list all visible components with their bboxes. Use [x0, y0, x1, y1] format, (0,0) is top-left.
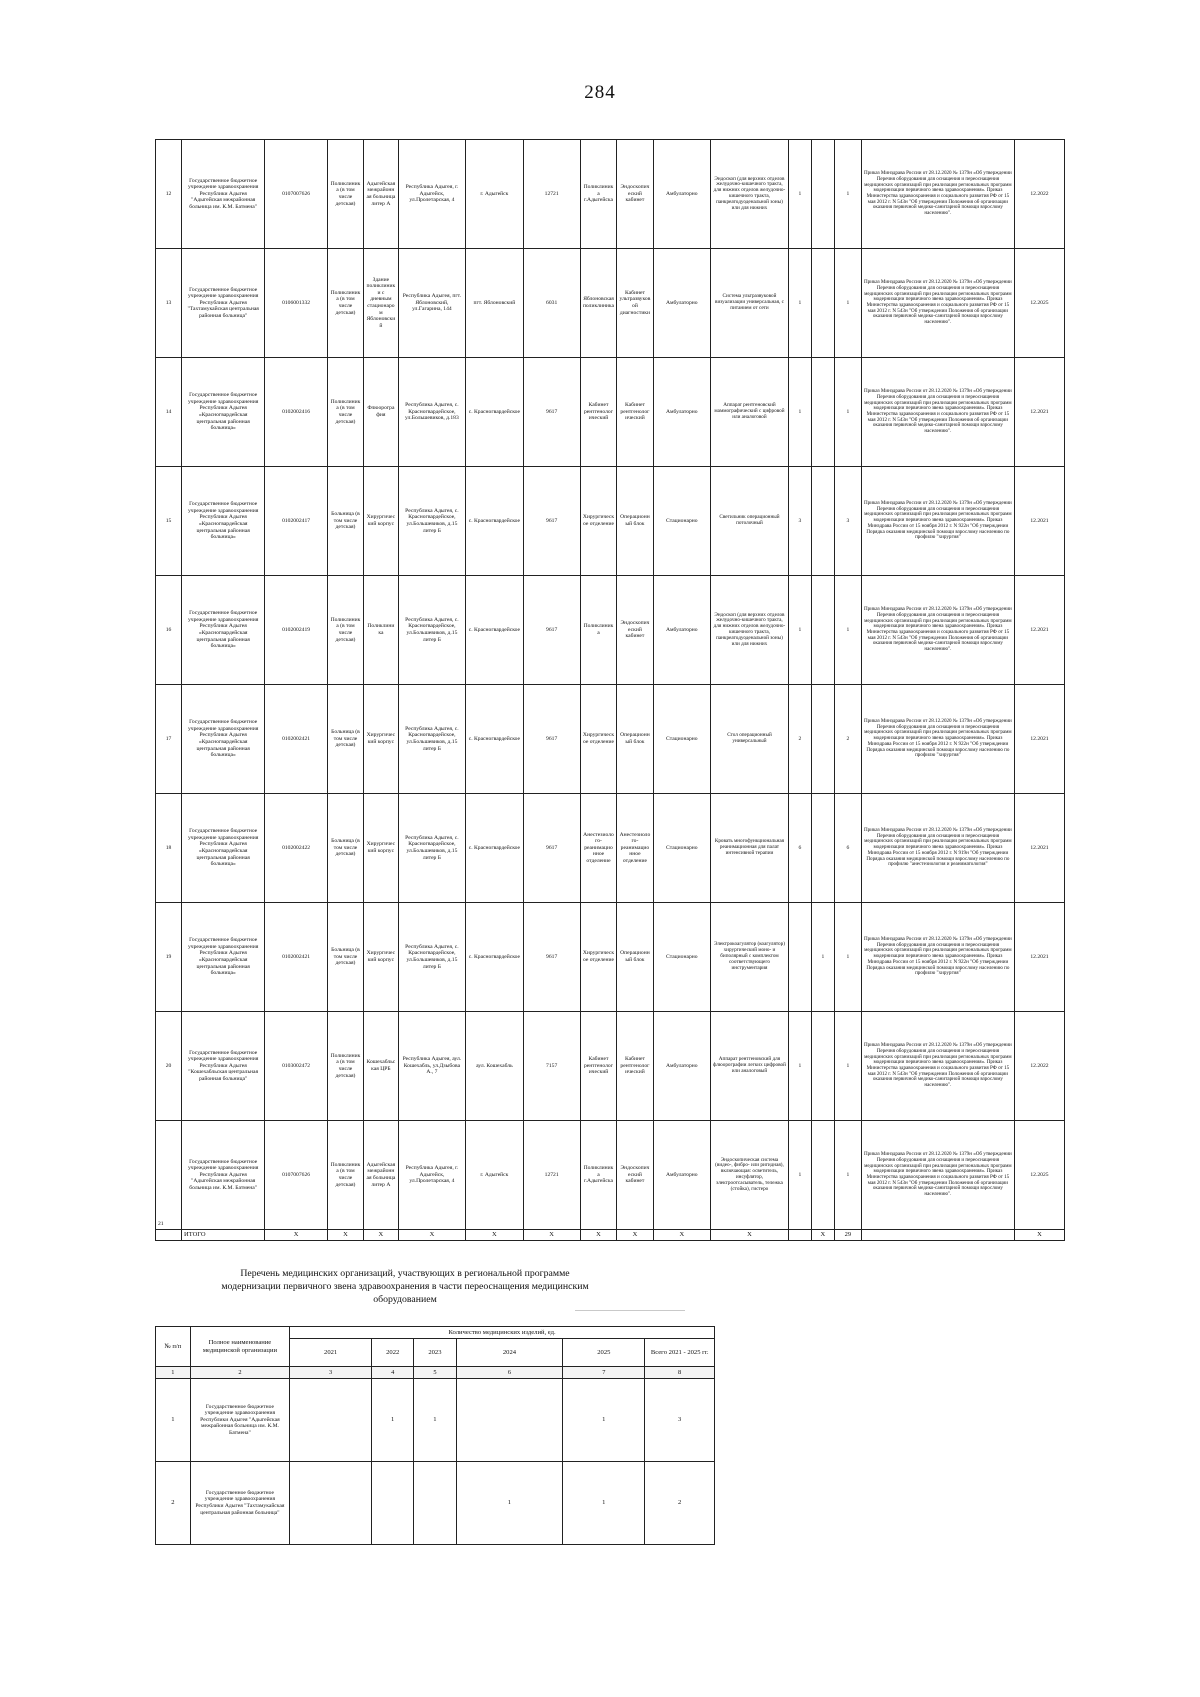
cell-year-value: 1 — [563, 1462, 645, 1545]
cell-division-type: Поликлиника (в том числе детская) — [327, 249, 363, 358]
cell-legal-basis: Приказ Минздрава России от 28.12.2020 № 1379н «Об утверждении Перечня оборудования для оснащения и переоснащения медицинских организаций при реализации региональных программ модернизации первичного звена здравоохранения». Приказ Минздрава России от 15 ноября 2012 г. N 922н "Об утверждении Порядка оказания медицинской помощи взрослому населению по профилю "хирургия" — [861, 467, 1014, 576]
cell-department: Хирургическое отделение — [580, 903, 616, 1012]
total-sum: 29 — [834, 1230, 861, 1241]
cell-equipment: Эндоскопическая система (видео-, фибро- или ригидная), включающая: осветитель, инсуфлятор, электроотсасыватель, тележка (стойка), гистеро — [710, 1121, 788, 1230]
index-cell: 8 — [645, 1367, 715, 1379]
total-x-mark: X — [710, 1230, 788, 1241]
cell-settlement: с. Красногвардейское — [466, 358, 523, 467]
cell-year-value: 1 — [563, 1379, 645, 1462]
cell-deadline: 12.2022 — [1014, 1012, 1064, 1121]
cell-equipment: Электрокоагулятор (коагулятор) хирургический моно- и биполярный с комплектом соответствующего инструментария — [710, 903, 788, 1012]
cell-quantity: 1 — [789, 358, 812, 467]
cell-care-form: Стационарно — [653, 467, 710, 576]
total-row — [156, 1230, 1065, 1241]
cell-organization: Государственное бюджетное учреждение здравоохранения Республики Адыгея «Красногвардейская центральная районная больница» — [182, 358, 265, 467]
total-x-mark: X — [398, 1230, 466, 1241]
cell-code: 0106001332 — [265, 249, 327, 358]
cell-deadline: 12.2025 — [1014, 1121, 1064, 1230]
cell-cabinet: Кабинет рентгенологический — [617, 358, 653, 467]
cell-legal-basis: Приказ Минздрава России от 28.12.2020 № 1379н «Об утверждении Перечня оборудования для оснащения и переоснащения медицинских организаций при реализации региональных программ модернизации первичного звена здравоохранения». Приказ Министерства здравоохранения и социального развития РФ от 15 мая 2012 г. N 543н "Об утверждении Положения об организации оказания первичной медико-санитарной помощи взрослому населению". — [861, 249, 1014, 358]
cell-legal-basis: Приказ Минздрава России от 28.12.2020 № 1379н «Об утверждении Перечня оборудования для оснащения и переоснащения медицинских организаций при реализации региональных программ модернизации первичного звена здравоохранения». Приказ Минздрава России от 15 ноября 2012 г. N 922н "Об утверждении Порядка оказания медицинской помощи взрослому населению по профилю "хирургия" — [861, 903, 1014, 1012]
cell-row-number: 15 — [156, 467, 182, 576]
cell-care-form: Стационарно — [653, 794, 710, 903]
cell-cabinet: Анестезиолого-реанимационное отделение — [617, 794, 653, 903]
cell-year-value: 1 — [414, 1379, 456, 1462]
scan-artifact — [575, 1310, 685, 1311]
cell-care-form: Амбулаторно — [653, 140, 710, 249]
cell-row-number: 17 — [156, 685, 182, 794]
index-cell: 1 — [156, 1367, 191, 1379]
cell-cabinet: Кабинет рентгенологический — [617, 1012, 653, 1121]
cell-row-number: 19 — [156, 903, 182, 1012]
cell-quantity-total: 1 — [834, 1121, 861, 1230]
cell-organization: Государственное бюджетное учреждение здравоохранения Республики Адыгея «Красногвардейская центральная районная больница» — [182, 903, 265, 1012]
cell-year-value — [372, 1462, 414, 1545]
index-cell: 7 — [563, 1367, 645, 1379]
table-row — [156, 576, 1065, 685]
total-label: ИТОГО — [182, 1230, 265, 1241]
total-x-mark: X — [265, 1230, 327, 1241]
cell-division-type: Поликлиника (в том числе детская) — [327, 140, 363, 249]
cell-address: Республика Адыгея, г. Адыгейск, ул.Пролетарская, 4 — [398, 140, 466, 249]
cell-year-value — [414, 1462, 456, 1545]
cell-deadline: 12.2021 — [1014, 903, 1064, 1012]
cell-organization: Государственное бюджетное учреждение здравоохранения Республики Адыгея "Тахтамукайская центральная районная больница" — [182, 249, 265, 358]
cell-equipment: Система ультразвуковой визуализации универсальная, с питанием от сети — [710, 249, 788, 358]
cell-row-number: 18 — [156, 794, 182, 903]
cell-cabinet: Операционный блок — [617, 903, 653, 1012]
table-row — [156, 140, 1065, 249]
summary-index-row — [156, 1367, 715, 1379]
index-cell: 3 — [290, 1367, 372, 1379]
total-x-mark: X — [364, 1230, 398, 1241]
cell-year-value — [290, 1379, 372, 1462]
table-row — [156, 249, 1065, 358]
cell-quantity-total: 6 — [834, 794, 861, 903]
cell-row-number: 16 — [156, 576, 182, 685]
cell-quantity — [811, 1121, 834, 1230]
cell-building: Адыгейская межрайонная больница литер А — [364, 140, 398, 249]
cell-quantity — [811, 1012, 834, 1121]
cell-care-form: Стационарно — [653, 685, 710, 794]
cell-cabinet: Операционный блок — [617, 685, 653, 794]
cell-population: 6031 — [523, 249, 580, 358]
cell-building: Адыгейская межрайонная больница литер А — [364, 1121, 398, 1230]
cell-row-number: 13 — [156, 249, 182, 358]
cell-building: Здание поликлиники с дневным стационаром Яблоновский — [364, 249, 398, 358]
cell-building: Поликлиника — [364, 576, 398, 685]
cell-deadline: 12.2025 — [1014, 249, 1064, 358]
header-year: 2024 — [456, 1339, 563, 1367]
cell-quantity: 1 — [811, 903, 834, 1012]
header-year: 2021 — [290, 1339, 372, 1367]
cell-equipment: Аппарат рентгеновский маммографический с цифровой или аналоговой — [710, 358, 788, 467]
total-blank — [789, 1230, 812, 1241]
cell-population: 9617 — [523, 358, 580, 467]
cell-equipment: Стол операционный универсальный — [710, 685, 788, 794]
cell-population: 12721 — [523, 140, 580, 249]
index-cell: 6 — [456, 1367, 563, 1379]
cell-organization: Государственное бюджетное учреждение здравоохранения Республики Адыгея "Адыгейская межрайонная больница им. К.М. Батмена" — [182, 1121, 265, 1230]
cell-population: 9617 — [523, 467, 580, 576]
cell-quantity-total: 2 — [834, 685, 861, 794]
cell-care-form: Амбулаторно — [653, 249, 710, 358]
cell-quantity — [811, 576, 834, 685]
cell-organization: Государственное бюджетное учреждение здравоохранения Республики Адыгея «Красногвардейская центральная районная больница» — [182, 685, 265, 794]
cell-settlement: с. Красногвардейское — [466, 685, 523, 794]
cell-division-type: Поликлиника (в том числе детская) — [327, 1121, 363, 1230]
cell-quantity: 1 — [789, 140, 812, 249]
index-cell: 2 — [190, 1367, 289, 1379]
cell-total: 3 — [645, 1379, 715, 1462]
cell-equipment: Аппарат рентгеновский для флюорографии легких цифровой или аналоговый — [710, 1012, 788, 1121]
total-x-mark: X — [523, 1230, 580, 1241]
cell-care-form: Амбулаторно — [653, 1012, 710, 1121]
cell-care-form: Амбулаторно — [653, 576, 710, 685]
cell-department: Кабинет рентгенологический — [580, 1012, 616, 1121]
cell-division-type: Больница (в том числе детская) — [327, 903, 363, 1012]
cell-quantity: 6 — [789, 794, 812, 903]
cell-year-value: 1 — [372, 1379, 414, 1462]
cell-address: Республика Адыгея, с. Красногвардейское, ул.Большевиков, д.15 литер Б — [398, 576, 466, 685]
cell-settlement: г. Адыгейск — [466, 140, 523, 249]
cell-population: 7157 — [523, 1012, 580, 1121]
cell-row-number: 14 — [156, 358, 182, 467]
total-blank — [861, 1230, 1014, 1241]
cell-legal-basis: Приказ Минздрава России от 28.12.2020 № 1379н «Об утверждении Перечня оборудования для оснащения и переоснащения медицинских организаций при реализации региональных программ модернизации первичного звена здравоохранения». Приказ Министерства здравоохранения и социального развития РФ от 15 мая 2012 г. N 543н "Об утверждении Положения об организации оказания первичной медико-санитарной помощи взрослому населению". — [861, 1012, 1014, 1121]
cell-organization: Государственное бюджетное учреждение здравоохранения Республики Адыгея "Адыгейская межрайонная больница им. К.М. Батмена" — [190, 1379, 289, 1462]
cell-code: 0107007626 — [265, 1121, 327, 1230]
cell-year-value — [290, 1462, 372, 1545]
cell-address: Республика Адыгея, с. Красногвардейское, ул.Большевиков, д.15 литер Б — [398, 794, 466, 903]
cell-cabinet: Эндоскопический кабинет — [617, 140, 653, 249]
cell-settlement: г. Адыгейск — [466, 1121, 523, 1230]
table-row — [156, 1012, 1065, 1121]
cell-deadline: 12.2021 — [1014, 467, 1064, 576]
index-cell: 5 — [414, 1367, 456, 1379]
cell-quantity: 1 — [789, 1121, 812, 1230]
cell-department: Поликлиника — [580, 576, 616, 685]
header-org: Полное наименование медицинской организации — [190, 1327, 289, 1367]
total-x-mark: X — [327, 1230, 363, 1241]
cell-deadline: 12.2021 — [1014, 576, 1064, 685]
cell-code: 0103002472 — [265, 1012, 327, 1121]
cell-division-type: Больница (в том числе детская) — [327, 794, 363, 903]
cell-deadline: 12.2021 — [1014, 358, 1064, 467]
total-x-mark: X — [653, 1230, 710, 1241]
table-row — [156, 794, 1065, 903]
cell-quantity-total: 3 — [834, 467, 861, 576]
cell-organization: Государственное бюджетное учреждение здравоохранения Республики Адыгея «Красногвардейская центральная районная больница» — [182, 467, 265, 576]
cell-building: Хирургический корпус — [364, 685, 398, 794]
cell-code: 0102002416 — [265, 358, 327, 467]
cell-quantity — [811, 467, 834, 576]
cell-legal-basis: Приказ Минздрава России от 28.12.2020 № 1379н «Об утверждении Перечня оборудования для оснащения и переоснащения медицинских организаций при реализации региональных программ модернизации первичного звена здравоохранения». Приказ Министерства здравоохранения и социального развития РФ от 15 мая 2012 г. N 543н "Об утверждении Положения об организации оказания первичной медико-санитарной помощи взрослому населению". — [861, 140, 1014, 249]
cell-building: Хирургический корпус — [364, 794, 398, 903]
summary-table — [155, 1326, 715, 1545]
cell-department: Анестезиолого-реанимационное отделение — [580, 794, 616, 903]
cell-quantity: 1 — [789, 249, 812, 358]
cell-legal-basis: Приказ Минздрава России от 28.12.2020 № 1379н «Об утверждении Перечня оборудования для оснащения и переоснащения медицинских организаций при реализации региональных программ модернизации первичного звена здравоохранения». Приказ Министерства здравоохранения и социального развития РФ от 15 мая 2012 г. N 543н "Об утверждении Положения об организации оказания первичной медико-санитарной помощи взрослому населению". — [861, 1121, 1014, 1230]
cell-year-value — [456, 1379, 563, 1462]
cell-quantity-total: 1 — [834, 140, 861, 249]
cell-population: 9617 — [523, 794, 580, 903]
cell-legal-basis: Приказ Минздрава России от 28.12.2020 № 1379н «Об утверждении Перечня оборудования для оснащения и переоснащения медицинских организаций при реализации региональных программ модернизации первичного звена здравоохранения». Приказ Минздрава России от 15 ноября 2012 г. N 919н "Об утверждении Порядка оказания медицинской помощи взрослому населению по профилю "анестезиология и реаниматология" — [861, 794, 1014, 903]
total-x-mark: X — [811, 1230, 834, 1241]
cell-quantity-total: 1 — [834, 249, 861, 358]
cell-quantity-total: 1 — [834, 903, 861, 1012]
cell-address: Республика Адыгея, аул. Кошехабль, ул.Дзыбова А., 7 — [398, 1012, 466, 1121]
cell-quantity: 1 — [789, 576, 812, 685]
table-row — [156, 1379, 715, 1462]
cell-address: Республика Адыгея, с. Красногвардейское, ул.Большевиков, д.15 литер Б — [398, 903, 466, 1012]
cell-department: Яблоновская поликлиника — [580, 249, 616, 358]
table-row — [156, 1121, 1065, 1230]
total-x-mark: X — [580, 1230, 616, 1241]
cell-organization: Государственное бюджетное учреждение здравоохранения Республики Адыгея "Адыгейская межрайонная больница им. К.М. Батмена" — [182, 140, 265, 249]
cell-division-type: Поликлиника (в том числе детская) — [327, 358, 363, 467]
cell-code: 0107007626 — [265, 140, 327, 249]
cell-cabinet: Эндоскопический кабинет — [617, 1121, 653, 1230]
cell-organization: Государственное бюджетное учреждение здравоохранения Республики Адыгея «Красногвардейская центральная районная больница» — [182, 794, 265, 903]
cell-quantity — [811, 140, 834, 249]
cell-building: Хирургический корпус — [364, 467, 398, 576]
cell-department: Поликлиника г.Адыгейска — [580, 1121, 616, 1230]
cell-division-type: Поликлиника (в том числе детская) — [327, 576, 363, 685]
cell-quantity: 1 — [789, 1012, 812, 1121]
cell-legal-basis: Приказ Минздрава России от 28.12.2020 № 1379н «Об утверждении Перечня оборудования для оснащения и переоснащения медицинских организаций при реализации региональных программ модернизации первичного звена здравоохранения». Приказ Министерства здравоохранения и социального развития РФ от 15 мая 2012 г. N 543н "Об утверждении Положения об организации оказания первичной медико-санитарной помощи взрослому населению". — [861, 358, 1014, 467]
caption-line: Перечень медицинских организаций, участвующих в региональной программе — [240, 1268, 570, 1279]
table-row — [156, 358, 1065, 467]
cell-organization: Государственное бюджетное учреждение здравоохранения Республики Адыгея «Красногвардейская центральная районная больница» — [182, 576, 265, 685]
cell-row-number: 20 — [156, 1012, 182, 1121]
cell-department: Поликлиника г.Адыгейска — [580, 140, 616, 249]
cell-code: 0102002419 — [265, 576, 327, 685]
cell-care-form: Стационарно — [653, 903, 710, 1012]
summary-header-row — [156, 1327, 715, 1339]
cell-row-number: 21 — [156, 1121, 182, 1230]
cell-deadline: 12.2021 — [1014, 685, 1064, 794]
equipment-table-body — [156, 140, 1065, 1241]
cell-legal-basis: Приказ Минздрава России от 28.12.2020 № 1379н «Об утверждении Перечня оборудования для оснащения и переоснащения медицинских организаций при реализации региональных программ модернизации первичного звена здравоохранения». Приказ Минздрава России от 15 ноября 2012 г. N 922н "Об утверждении Порядка оказания медицинской помощи взрослому населению по профилю "хирургия" — [861, 685, 1014, 794]
total-x-mark: X — [617, 1230, 653, 1241]
equipment-table — [155, 139, 1065, 1241]
cell-quantity: 2 — [789, 685, 812, 794]
cell-division-type: Больница (в том числе детская) — [327, 685, 363, 794]
cell-address: Республика Адыгея, г. Адыгейск, ул.Пролетарская, 4 — [398, 1121, 466, 1230]
summary-table-body — [156, 1367, 715, 1545]
cell-row-number: 2 — [156, 1462, 191, 1545]
cell-equipment: Эндоскоп (для верхних отделов желудочно-кишечного тракта, для нижних отделов желудочно-кишечного тракта, панкреатодуоденальной зоны) или для нижних — [710, 576, 788, 685]
cell-cabinet: Кабинет ультразвуковой диагностики — [617, 249, 653, 358]
cell-settlement: аул. Кошехабль — [466, 1012, 523, 1121]
cell-address: Республика Адыгея, с. Красногвардейское, ул.Большевиков, д.183 — [398, 358, 466, 467]
cell-care-form: Амбулаторно — [653, 1121, 710, 1230]
cell-equipment: Светильник операционный потолочный — [710, 467, 788, 576]
header-num: № п/п — [156, 1327, 191, 1367]
total-blank — [156, 1230, 182, 1241]
cell-quantity-total: 1 — [834, 358, 861, 467]
cell-legal-basis: Приказ Минздрава России от 28.12.2020 № 1379н «Об утверждении Перечня оборудования для оснащения и переоснащения медицинских организаций при реализации региональных программ модернизации первичного звена здравоохранения». Приказ Министерства здравоохранения и социального развития РФ от 15 мая 2012 г. N 543н "Об утверждении Положения об организации оказания первичной медико-санитарной помощи взрослому населению". — [861, 576, 1014, 685]
cell-code: 0102002417 — [265, 467, 327, 576]
cell-quantity — [811, 358, 834, 467]
cell-quantity — [811, 249, 834, 358]
cell-building: Хирургический корпус — [364, 903, 398, 1012]
cell-year-value: 1 — [456, 1462, 563, 1545]
cell-total: 2 — [645, 1462, 715, 1545]
cell-division-type: Поликлиника (в том числе детская) — [327, 1012, 363, 1121]
cell-deadline: 12.2021 — [1014, 794, 1064, 903]
cell-equipment: Эндоскоп (для верхних отделов желудочно-кишечного тракта, для нижних отделов желудочно-кишечного тракта, панкреатодуоденальной зоны) или для нижних — [710, 140, 788, 249]
cell-code: 0102002421 — [265, 903, 327, 1012]
total-x-mark: X — [1014, 1230, 1064, 1241]
cell-address: Республика Адыгея, пгт. Яблоновский, ул.Гагарина, 144 — [398, 249, 466, 358]
cell-organization: Государственное бюджетное учреждение здравоохранения Республики Адыгея "Тахтамукайская центральная районная больница" — [190, 1462, 289, 1545]
cell-address: Республика Адыгея, с. Красногвардейское, ул.Большевиков, д.15 литер Б — [398, 467, 466, 576]
table-row — [156, 903, 1065, 1012]
cell-quantity: 3 — [789, 467, 812, 576]
table-row — [156, 685, 1065, 794]
header-year: 2023 — [414, 1339, 456, 1367]
cell-settlement: с. Красногвардейское — [466, 576, 523, 685]
cell-division-type: Больница (в том числе детская) — [327, 467, 363, 576]
cell-quantity — [811, 794, 834, 903]
cell-quantity — [789, 903, 812, 1012]
cell-department: Хирургическое отделение — [580, 467, 616, 576]
cell-population: 12721 — [523, 1121, 580, 1230]
cell-equipment: Кровать многофункциональная реанимационная для палат интенсивной терапии — [710, 794, 788, 903]
cell-settlement: с. Красногвардейское — [466, 903, 523, 1012]
cell-settlement: с. Красногвардейское — [466, 467, 523, 576]
table-row — [156, 1462, 715, 1545]
header-total: Всего 2021 - 2025 гг. — [645, 1339, 715, 1367]
cell-quantity — [811, 685, 834, 794]
cell-cabinet: Операционный блок — [617, 467, 653, 576]
cell-cabinet: Эндоскопический кабинет — [617, 576, 653, 685]
total-x-mark: X — [466, 1230, 523, 1241]
header-year: 2025 — [563, 1339, 645, 1367]
page-number: 284 — [584, 82, 616, 103]
cell-department: Хирургическое отделение — [580, 685, 616, 794]
cell-settlement: пгт. Яблоновский — [466, 249, 523, 358]
list-caption — [170, 1268, 640, 1307]
cell-quantity-total: 1 — [834, 576, 861, 685]
header-year: 2022 — [372, 1339, 414, 1367]
caption-line: модернизации первичного звена здравоохранения в части переоснащения медицинским — [221, 1280, 589, 1292]
cell-settlement: с. Красногвардейское — [466, 794, 523, 903]
caption-line: оборудованием — [373, 1293, 437, 1305]
cell-code: 0102002422 — [265, 794, 327, 903]
cell-code: 0102002421 — [265, 685, 327, 794]
cell-organization: Государственное бюджетное учреждение здравоохранения Республики Адыгея "Кошехабльская центральная районная больница" — [182, 1012, 265, 1121]
cell-quantity-total: 1 — [834, 1012, 861, 1121]
cell-building: Флюорография — [364, 358, 398, 467]
cell-population: 9617 — [523, 903, 580, 1012]
cell-address: Республика Адыгея, с. Красногвардейское, ул.Большевиков, д.15 литер Б — [398, 685, 466, 794]
cell-care-form: Амбулаторно — [653, 358, 710, 467]
header-quantity-group: Количество медицинских изделий, ед. — [290, 1327, 715, 1339]
cell-department: Кабинет рентгенологический — [580, 358, 616, 467]
cell-population: 9617 — [523, 685, 580, 794]
cell-row-number: 12 — [156, 140, 182, 249]
cell-building: Кошехабльская ЦРБ — [364, 1012, 398, 1121]
cell-row-number: 1 — [156, 1379, 191, 1462]
index-cell: 4 — [372, 1367, 414, 1379]
table-row — [156, 467, 1065, 576]
cell-population: 9617 — [523, 576, 580, 685]
cell-deadline: 12.2022 — [1014, 140, 1064, 249]
